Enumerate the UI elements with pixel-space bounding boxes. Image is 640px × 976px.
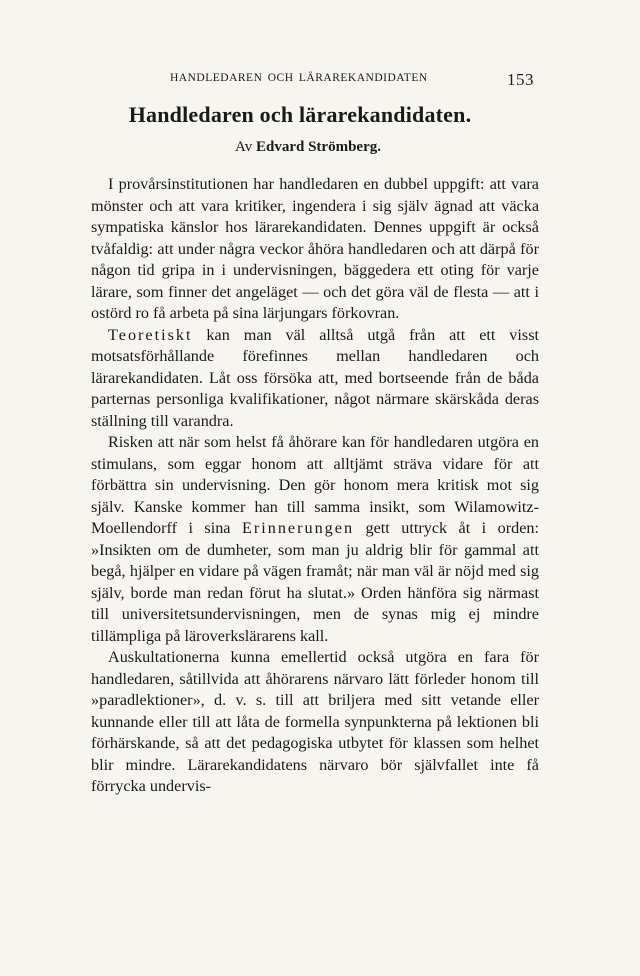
byline-prefix: Av: [235, 139, 253, 155]
page-number: 153: [507, 70, 534, 89]
paragraph-2-text: kan man väl alltså utgå från att ett visst motsatsförhållande förefinnes mellan handledaren och lärarekandidaten. Låt oss försöka att, med bortseende från de båda parternas personliga kvalifikationer, något närmare skärskåda deras ställning till varandra.: [91, 325, 539, 430]
spaced-word-erinnerungen: Erinnerungen: [241, 519, 355, 537]
paragraph-3-start: Risken att när som helst få åhörare kan för handledaren utgöra en stimulans, som eggar honom att alltjämt sträva vidare för att förbättra sin undervisning. Den gör honom mera kritisk mot sig själv. Kanske kommer han till samma insikt, som Wilamowitz-Moellendorff i sina: [91, 433, 539, 537]
paragraph-1: I provårsinstitutionen har handledaren en dubbel uppgift: att vara mönster och att vara kritiker, ingendera i sig själv ägnad att väcka sympatiska känslor hos lärarekandidaten. Dennes uppgift är också tvåfaldig: att under några veckor åhöra handledaren och att därpå för någon tid gripa in i undervisningen, bäggedera ett oting för varje lärare, som finner det angeläget — och det göra väl de flesta — att i ostörd ro få arbeta på sina lärjungars förkovran.: [91, 175, 539, 322]
byline: [0, 139, 616, 156]
running-head: HANDLEDAREN OCH LÄRAREKANDIDATEN: [170, 72, 428, 84]
paragraph-2: [91, 325, 539, 433]
paragraph-3-end: gett uttryck åt i orden: »Insikten om de dumheter, som man ju aldrig blir för gammal att begå, hjälper en vidare på vägen framåt; när man väl är nöjd med sig själv, borde man redan förut ha slutat.» Orden hänföra sig närmast till universitetsundervisningen, men de synas mig ej mindre tillämpliga på läroverkslärarens kall.: [91, 519, 539, 645]
article-title: Handledaren och lärarekandidaten.: [128, 102, 472, 127]
paragraph-4: Auskultationerna kunna emellertid också utgöra en fara för handledaren, såtillvida att åhörarens närvaro lätt förleder honom till »paradlektioner», d. v. s. till att briljera med sitt vetande eller kunnande eller till att låta de formella synpunkterna på lektionen bli förhärskande, så att det pedagogiska utbytet för klassen som helhet blir mindre. Lärarekandidatens närvaro bör självfallet inte få förrycka undervis-: [91, 648, 539, 795]
author-name: Edvard Strömberg.: [255, 139, 381, 155]
spaced-word-teoretiskt: Teoretiskt: [108, 325, 193, 344]
paragraph-3: [91, 432, 539, 647]
article-body: [91, 174, 539, 798]
